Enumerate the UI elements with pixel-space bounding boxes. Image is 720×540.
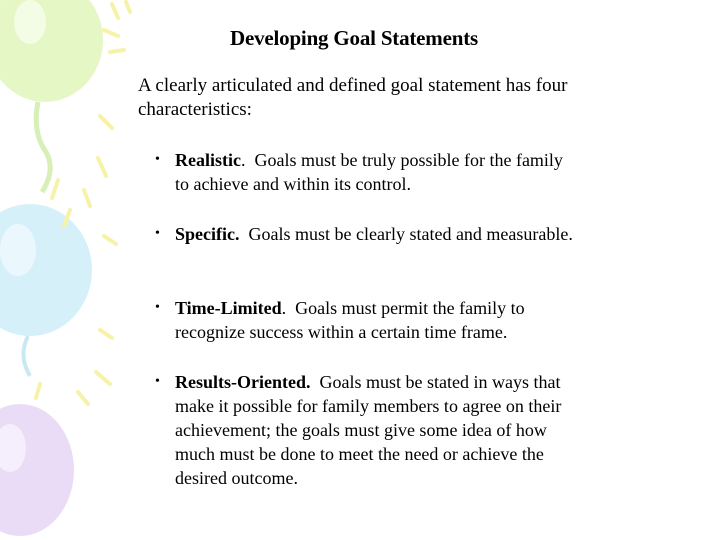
bullet-icon: •: [155, 374, 160, 389]
list-item-text: [175, 222, 575, 246]
term-description: Goals must be clearly stated and measurable.: [248, 224, 573, 244]
list-item-text: [175, 148, 575, 196]
term-label: Specific.: [175, 224, 240, 244]
list-item-text: [175, 370, 575, 490]
bullet-icon: •: [155, 226, 160, 241]
term-label: Realistic: [175, 150, 241, 170]
intro-paragraph: A clearly articulated and defined goal statement has four characteristics:: [138, 75, 568, 120]
bullet-icon: •: [155, 152, 160, 167]
term-label: Results-Oriented.: [175, 372, 311, 392]
term-separator: .: [240, 150, 255, 170]
slide-title: Developing Goal Statements: [230, 26, 478, 50]
balloon-icon: [0, 404, 74, 536]
bullet-icon: •: [155, 300, 160, 315]
balloon-icon: [0, 204, 92, 376]
list-item-realistic: [155, 148, 575, 196]
term-label: Time-Limited: [175, 298, 282, 318]
list-item-time-limited: [155, 296, 575, 344]
list-item-results-oriented: [155, 370, 575, 490]
term-description: Goals must permit the family to recognize success within a certain time frame.: [175, 298, 525, 342]
term-separator: [240, 224, 249, 244]
list-item-text: [175, 296, 575, 344]
list-item-specific: [155, 222, 575, 246]
term-separator: .: [281, 298, 296, 318]
term-description: Goals must be stated in ways that make it possible for family members to agree on their achievement; the goals must give some idea of how much must be done to meet the need or achieve the desired outcome.: [175, 372, 562, 488]
term-description: Goals must be truly possible for the family to achieve and within its control.: [175, 150, 563, 194]
